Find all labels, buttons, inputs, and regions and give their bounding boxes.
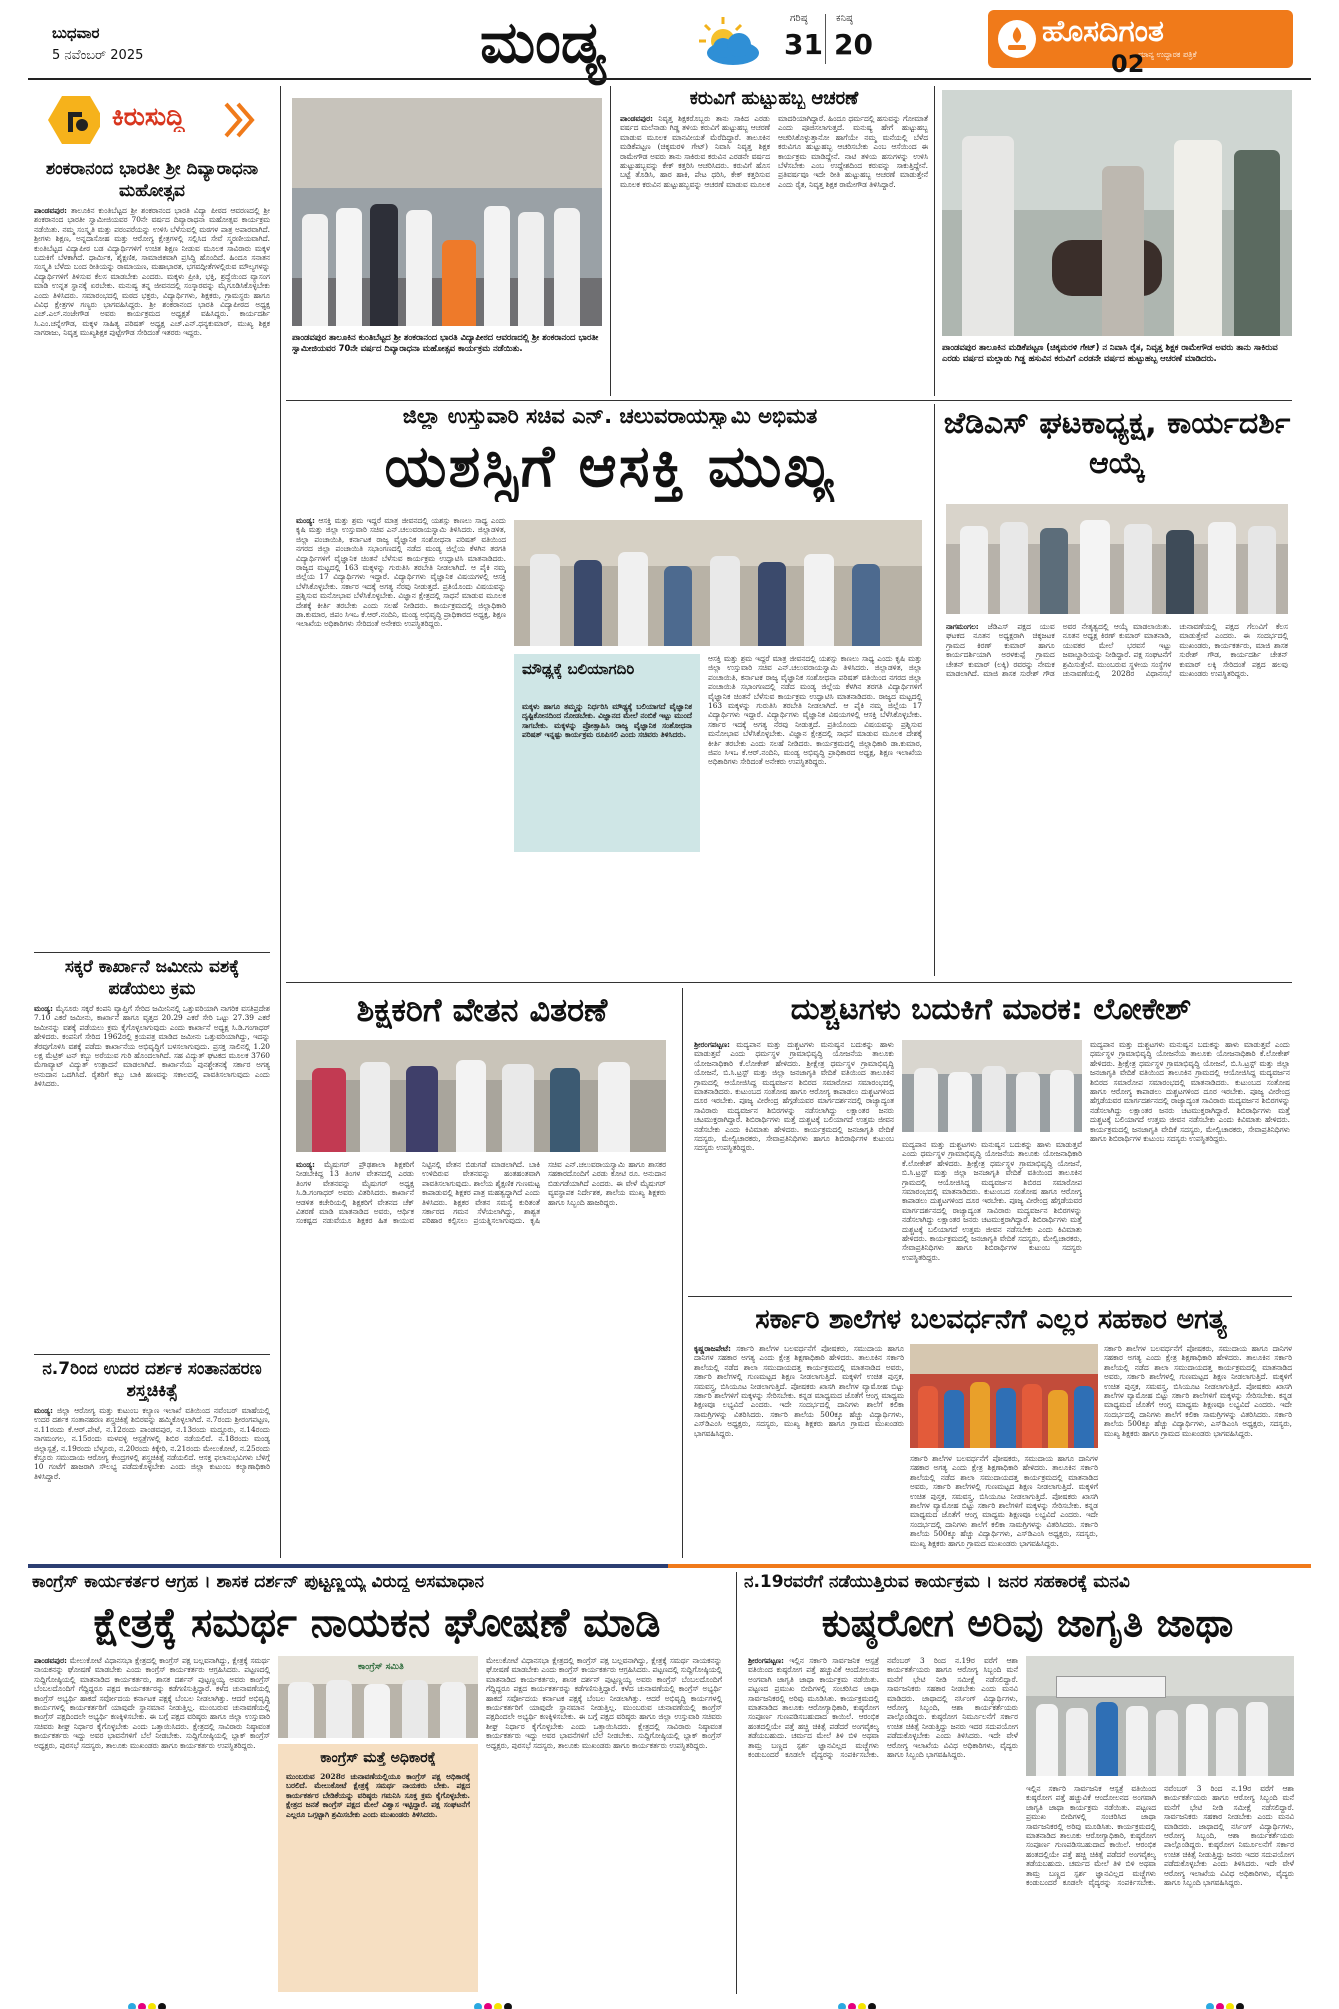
teacher-salary-photo — [296, 1040, 666, 1152]
congress-body-col3: ಮೇಲುಕೋಟೆ ವಿಧಾನಸಭಾ ಕ್ಷೇತ್ರದಲ್ಲಿ ಕಾಂಗ್ರೆಸ್ ಪಕ್ಷ ಬಲ್ಲವನಾಗಿದ್ದು, ಕ್ಷೇತ್ರಕ್ಕೆ ಸಮರ್ಥ ನಾಯಕನನ್ನು ಘೋಷಣೆ ಮಾಡಬೇಕು ಎಂದು ಕಾಂಗ್ರೆಸ್ ಕಾರ್ಯಕರ್ತರು ಆಗ್ರಹಿಸಿದರು. ಪಟ್ಟಣದಲ್ಲಿ ಸುದ್ದಿಗೋಷ್ಠಿಯಲ್ಲಿ ಮಾತನಾಡಿದ ಕಾರ್ಯಕರ್ತರು, ಶಾಸಕ ದರ್ಶನ್ ಪುಟ್ಟಣ್ಣಯ್ಯ ಅವರು ಕಾಂಗ್ರೆಸ್ ಬೆಂಬಲದೊಂದಿಗೆ ಗೆದ್ದಿದ್ದರೂ ಪಕ್ಷದ ಕಾರ್ಯಕರ್ತರನ್ನು ಕಡೆಗಣಿಸುತ್ತಿದ್ದಾರೆ. ಕಳೆದ ಚುನಾವಣೆಯಲ್ಲಿ ಕಾಂಗ್ರೆಸ್ ಅಭ್ಯರ್ಥಿ ಹಾಕದೆ ಸರ್ವೋದಯ ಕರ್ನಾಟಕ ಪಕ್ಷಕ್ಕೆ ಬೆಂಬಲ ನೀಡಲಾಗಿತ್ತು. ಆದರೆ ಅಭಿವೃದ್ಧಿ ಕಾರ್ಯಗಳಲ್ಲಿ ಕಾರ್ಯಕರ್ತರಿಗೆ ಯಾವುದೇ ಸ್ಥಾನಮಾನ ನೀಡುತ್ತಿಲ್ಲ. ಮುಂಬರುವ ಚುನಾವಣೆಯಲ್ಲಿ ಕಾಂಗ್ರೆಸ್ ಪಕ್ಷದಿಂದಲೇ ಅಭ್ಯರ್ಥಿ ಕಣಕ್ಕಿಳಿಸಬೇಕು. ಈ ಬಗ್ಗೆ ಪಕ್ಷದ ವರಿಷ್ಠರು ಹಾಗೂ ಜಿಲ್ಲಾ ಉಸ್ತುವಾರಿ ಸಚಿವರು ಶೀಘ್ರ ನಿರ್ಧಾರ ಕೈಗೊಳ್ಳಬೇಕು ಎಂದು ಒತ್ತಾಯಿಸಿದರು. ಕ್ಷೇತ್ರದಲ್ಲಿ ಸಾವಿರಾರು ನಿಷ್ಠಾವಂತ ಕಾರ್ಯಕರ್ತರು ಇದ್ದು ಅವರ ಭಾವನೆಗಳಿಗೆ ಬೆಲೆ ನೀಡಬೇಕು. ಸುದ್ದಿಗೋಷ್ಠಿಯಲ್ಲಿ ಬ್ಲಾಕ್ ಕಾಂಗ್ರೆಸ್ ಅಧ್ಯಕ್ಷರು, ಪುರಸಭೆ ಸದಸ್ಯರು, ತಾಲೂಕು ಮುಖಂಡರು ಹಾಗೂ ಕಾರ್ಯಕರ್ತರು ಉಪಸ್ಥಿತರಿದ್ದರು. — [486, 1656, 722, 1750]
kushta-headline: ಕುಷ್ಠರೋಗ ಅರಿವು ಜಾಗೃತಿ ಜಾಥಾ — [821, 1601, 1234, 1645]
print-registration-marks — [128, 1996, 168, 2006]
print-registration-marks — [474, 1996, 514, 2006]
kushta-body-col1 — [748, 1656, 1018, 1992]
kiru-story3-dateline: ಮಂಡ್ಯ: — [34, 1406, 53, 1415]
kushta-kicker: ನ.19ರವರೆಗೆ ನಡೆಯುತ್ತಿರುವ ಕಾರ್ಯಕ್ರಮ । ಜನರ ಸಹಕಾರಕ್ಕೆ ಮನವಿ — [744, 1572, 1130, 1592]
kiru-story2-dateline: ಮಂಡ್ಯ: — [34, 1004, 53, 1013]
lokesh-body-col1 — [694, 1040, 894, 1290]
yashassu-body-col3: ಆಸಕ್ತಿ ಮತ್ತು ಶ್ರಮ ಇದ್ದರೆ ಮಾತ್ರ ಜೀವನದಲ್ಲಿ ಯಶಸ್ಸು ಕಾಣಲು ಸಾಧ್ಯ ಎಂದು ಕೃಷಿ ಮತ್ತು ಜಿಲ್ಲಾ ಉಸ್ತುವಾರಿ ಸಚಿವ ಎನ್.ಚಲುವರಾಯಸ್ವಾಮಿ ತಿಳಿಸಿದರು. ಜಿಲ್ಲಾಡಳಿತ, ಜಿಲ್ಲಾ ಪಂಚಾಯಿತಿ, ಕರ್ನಾಟಕ ರಾಜ್ಯ ವೈಜ್ಞಾನಿಕ ಸಂಶೋಧನಾ ಪರಿಷತ್ ವತಿಯಿಂದ ನಗರದ ಜಿಲ್ಲಾ ಪಂಚಾಯಿತಿ ಸಭಾಂಗಣದಲ್ಲಿ ನಡೆದ ಮಂಡ್ಯ ಜಿಲ್ಲೆಯ ಕೆಳಗಿನ ತರಗತಿ ವಿದ್ಯಾರ್ಥಿಗಳಿಗೆ ವೈಜ್ಞಾನಿಕ ಚಿಂತನೆ ಬೆಳೆಸುವ ಕಾರ್ಯಕ್ರಮ ಉದ್ಘಾಟಿಸಿ ಮಾತನಾಡಿದರು. ರಾಜ್ಯದ ಮಟ್ಟದಲ್ಲಿ 163 ಮಕ್ಕಳನ್ನು ಗುರುತಿಸಿ ತರಬೇತಿ ನೀಡಲಾಗಿದೆ. ಆ ಪೈಕಿ ನಮ್ಮ ಜಿಲ್ಲೆಯ 17 ವಿದ್ಯಾರ್ಥಿಗಳು ಇದ್ದಾರೆ. ವಿದ್ಯಾರ್ಥಿಗಳು ವೈಜ್ಞಾನಿಕ ವಿಷಯಗಳಲ್ಲಿ ಆಸಕ್ತಿ ಬೆಳೆಸಿಕೊಳ್ಳಬೇಕು. ಸರ್ಕಾರ ಇದಕ್ಕೆ ಅಗತ್ಯ ನೆರವು ನೀಡುತ್ತದೆ. ಪ್ರತಿಯೊಂದು ವಿಷಯವನ್ನು ಪ್ರಶ್ನಿಸುವ ಮನೋಭಾವ ಬೆಳೆಸಿಕೊಳ್ಳಬೇಕು. ವಿಜ್ಞಾನ ಕ್ಷೇತ್ರದಲ್ಲಿ ಸಾಧನೆ ಮಾಡುವ ಮೂಲಕ ದೇಶಕ್ಕೆ ಕೀರ್ತಿ ತರಬೇಕು ಎಂದು ಸಲಹೆ ನೀಡಿದರು. ಕಾರ್ಯಕ್ರಮದಲ್ಲಿ ಜಿಲ್ಲಾಧಿಕಾರಿ ಡಾ.ಕುಮಾರ, ಜಿಪಂ ಸಿಇಒ ಕೆ.ಆರ್.ನಂದಿನಿ, ಮಂಡ್ಯ ಅಭಿವೃದ್ಧಿ ಪ್ರಾಧಿಕಾರದ ಅಧ್ಯಕ್ಷ, ಶಿಕ್ಷಣ ಇಲಾಖೆಯ ಅಧಿಕಾರಿಗಳು ಸೇರಿದಂತೆ ಅನೇಕರು ಉಪಸ್ಥಿತರಿದ್ದರು. — [708, 654, 922, 767]
congress-headline: ಕ್ಷೇತ್ರಕ್ಕೆ ಸಮರ್ಥ ನಾಯಕನ ಘೋಷಣೆ ಮಾಡಿ — [93, 1600, 661, 1646]
karu-text: ನಿವೃತ್ತ ಶಿಕ್ಷಕರೊಬ್ಬರು ತಾನು ಸಾಕಿದ ಎರಡು ವರ್ಷದ ಮಲೆನಾಡು ಗಿಡ್ಡ ತಳಿಯ ಕರುವಿಗೆ ಹುಟ್ಟುಹಬ್ಬ ಆಚರಣೆ ಮಾಡುವ ಮೂಲಕ ಮಾನವೀಯತೆ ಮೆರೆದಿದ್ದಾರೆ. ತಾಲೂಕಿನ ಮಡಿಕೆಪಟ್ಟಣ (ಚಿಕ್ಕಮರಳಿ ಗೇಟ್) ನಿವಾಸಿ ನಿವೃತ್ತ ಶಿಕ್ಷಕ ರಾಮೇಗೌಡ ಅವರು ತಾನು ಸಾಕಿರುವ ಕರುವಿನ ಎರಡನೇ ವರ್ಷದ ಹುಟ್ಟುಹಬ್ಬವನ್ನು ಕೇಕ್ ಕತ್ತರಿಸಿ ಆಚರಿಸಿದರು. ಕರುವಿಗೆ ಹೊಸ ಬಟ್ಟೆ ತೊಡಿಸಿ, ಹಾರ ಹಾಕಿ, ಪೇಟ ಧರಿಸಿ, ಕೇಕ್ ಕತ್ತರಿಸುವ ಮೂಲಕ ಕರುವಿನ ಹುಟ್ಟುಹಬ್ಬವನ್ನು ಆಚರಣೆ ಮಾಡುವ ಮೂಲಕ ಮಾದರಿಯಾಗಿದ್ದಾರೆ. ಹಿಂದೂ ಧರ್ಮದಲ್ಲಿ ಹಸುವನ್ನು ಗೋಮಾತೆ ಎಂದು ಪೂಜಿಸಲಾಗುತ್ತದೆ. ಮನುಷ್ಯ ಹೇಗೆ ಹುಟ್ಟುಹಬ್ಬ ಆಚರಿಸಿಕೊಳ್ಳುತ್ತಾನೋ ಹಾಗೆಯೇ ನಮ್ಮ ಮನೆಯಲ್ಲಿ ಬೆಳೆದ ಕರುವಿಗೂ ಹುಟ್ಟುಹಬ್ಬ ಆಚರಿಸಬೇಕು ಎಂಬ ಆಸೆಯಿಂದ ಈ ಕಾರ್ಯಕ್ರಮ ಮಾಡಿದ್ದೇನೆ. ನಾಟಿ ತಳಿಯ ಹಸುಗಳನ್ನು ಉಳಿಸಿ ಬೆಳೆಸಬೇಕು ಎಂಬ ಉದ್ದೇಶದಿಂದ ಕರುವನ್ನು ಸಾಕುತ್ತಿದ್ದೇನೆ. ಪ್ರತಿವರ್ಷವೂ ಇದೇ ರೀತಿ ಹುಟ್ಟುಹಬ್ಬ ಆಚರಣೆ ಮಾಡುತ್ತೇನೆ ಎಂದು ರೈತ, ನಿವೃತ್ತ ಶಿಕ್ಷಕ ರಾಮೇಗೌಡ ತಿಳಿಸಿದ್ದಾರೆ. — [620, 114, 928, 189]
congress-highlight-box — [278, 1744, 478, 1992]
jds-group-photo — [946, 504, 1288, 614]
lokesh-body-col3: ಮದ್ಯಪಾನ ಮತ್ತು ದುಶ್ಚಟಗಳು ಮನುಷ್ಯನ ಬದುಕನ್ನು ಹಾಳು ಮಾಡುತ್ತವೆ ಎಂದು ಧರ್ಮಸ್ಥಳ ಗ್ರಾಮಾಭಿವೃದ್ಧಿ ಯೋಜನೆಯ ತಾಲೂಕು ಯೋಜನಾಧಿಕಾರಿ ಕೆ.ಲೋಕೇಶ್ ಹೇಳಿದರು. ಶ್ರೀಕ್ಷೇತ್ರ ಧರ್ಮಸ್ಥಳ ಗ್ರಾಮಾಭಿವೃದ್ಧಿ ಯೋಜನೆ, ಬಿ.ಸಿ.ಟ್ರಸ್ಟ್ ಮತ್ತು ಜಿಲ್ಲಾ ಜನಜಾಗೃತಿ ವೇದಿಕೆ ವತಿಯಿಂದ ತಾಲೂಕಿನ ಗ್ರಾಮದಲ್ಲಿ ಆಯೋಜಿಸಿದ್ದ ಮದ್ಯವರ್ಜನ ಶಿಬಿರದ ಸಮಾರೋಪ ಸಮಾರಂಭದಲ್ಲಿ ಮಾತನಾಡಿದರು. ಕುಟುಂಬದ ಸಂತೋಷ ಹಾಗೂ ಆರೋಗ್ಯ ಕಾಪಾಡಲು ದುಶ್ಚಟಗಳಿಂದ ದೂರ ಇರಬೇಕು. ಪೂಜ್ಯ ವೀರೇಂದ್ರ ಹೆಗ್ಗಡೆಯವರ ಮಾರ್ಗದರ್ಶನದಲ್ಲಿ ರಾಜ್ಯಾದ್ಯಂತ ಸಾವಿರಾರು ಮದ್ಯವರ್ಜನ ಶಿಬಿರಗಳನ್ನು ನಡೆಸಲಾಗಿದ್ದು ಲಕ್ಷಾಂತರ ಜನರು ಚಟಮುಕ್ತರಾಗಿದ್ದಾರೆ. ಶಿಬಿರಾರ್ಥಿಗಳು ಮತ್ತೆ ದುಶ್ಚಟಕ್ಕೆ ಬಲಿಯಾಗದೆ ಉತ್ತಮ ಜೀವನ ನಡೆಸಬೇಕು ಎಂದು ಕಿವಿಮಾತು ಹೇಳಿದರು. ಕಾರ್ಯಕ್ರಮದಲ್ಲಿ ಜನಜಾಗೃತಿ ವೇದಿಕೆ ಸದಸ್ಯರು, ಮೇಲ್ವಿಚಾರಕರು, ಸೇವಾಪ್ರತಿನಿಧಿಗಳು ಹಾಗೂ ಶಿಬಿರಾರ್ಥಿಗಳ ಕುಟುಂಬ ಸದಸ್ಯರು ಉಪಸ್ಥಿತರಿದ್ದರು. — [1090, 1040, 1290, 1144]
yashassu-dateline: ಮಂಡ್ಯ: — [296, 516, 315, 525]
shaale-headline: ಸರ್ಕಾರಿ ಶಾಲೆಗಳ ಬಲವರ್ಧನೆಗೆ ಎಲ್ಲರ ಸಹಕಾರ ಅಗತ್ಯ — [755, 1304, 1227, 1335]
science-program-photo — [514, 520, 922, 646]
max-temp-value: 31 — [784, 28, 823, 61]
page-number: 02 — [1111, 50, 1145, 78]
kiru-story3-headline: ನ.7ರಿಂದ ಉದರ ದರ್ಶಕ ಸಂತಾನಹರಣ ಶಸ್ತ್ರಚಿಕಿತ್ಸೆ — [42, 1359, 262, 1401]
print-registration-marks — [838, 1996, 878, 2006]
calf-birthday-photo — [942, 90, 1292, 336]
calf-photo-caption: ಪಾಂಡವಪುರ ತಾಲೂಕಿನ ಮಡಿಕೆಪಟ್ಟಣ (ಚಿಕ್ಕಮರಳಿ ಗೇಟ್) ನ ನಿವಾಸಿ ರೈತ, ನಿವೃತ್ತ ಶಿಕ್ಷಕ ರಾಮೇಗೌಡ ಅವರು ತಾನು ಸಾಕಿರುವ ಎರಡು ವರ್ಷದ ಮಲ್ಲಾಡು ಗಿಡ್ಡ ಹಸುವಿನ ಕರುವಿಗೆ ಎರಡನೇ ವರ್ಷದ ಹುಟ್ಟುಹಬ್ಬ ಆಚರಣೆ ಮಾಡಿದರು. — [942, 342, 1278, 363]
min-temp-value: 20 — [834, 28, 873, 61]
kiru-story2-headline: ಸಕ್ಕರೆ ಕಾರ್ಖಾನೆ ಜಮೀನು ವಶಕ್ಕೆ ಪಡೆಯಲು ಕ್ರಮ — [64, 957, 240, 999]
shaale-body-col1 — [694, 1344, 904, 1556]
yashassu-text: ಆಸಕ್ತಿ ಮತ್ತು ಶ್ರಮ ಇದ್ದರೆ ಮಾತ್ರ ಜೀವನದಲ್ಲಿ ಯಶಸ್ಸು ಕಾಣಲು ಸಾಧ್ಯ ಎಂದು ಕೃಷಿ ಮತ್ತು ಜಿಲ್ಲಾ ಉಸ್ತುವಾರಿ ಸಚಿವ ಎನ್.ಚಲುವರಾಯಸ್ವಾಮಿ ತಿಳಿಸಿದರು. ಜಿಲ್ಲಾಡಳಿತ, ಜಿಲ್ಲಾ ಪಂಚಾಯಿತಿ, ಕರ್ನಾಟಕ ರಾಜ್ಯ ವೈಜ್ಞಾನಿಕ ಸಂಶೋಧನಾ ಪರಿಷತ್ ವತಿಯಿಂದ ನಗರದ ಜಿಲ್ಲಾ ಪಂಚಾಯಿತಿ ಸಭಾಂಗಣದಲ್ಲಿ ನಡೆದ ಮಂಡ್ಯ ಜಿಲ್ಲೆಯ ಕೆಳಗಿನ ತರಗತಿ ವಿದ್ಯಾರ್ಥಿಗಳಿಗೆ ವೈಜ್ಞಾನಿಕ ಚಿಂತನೆ ಬೆಳೆಸುವ ಕಾರ್ಯಕ್ರಮ ಉದ್ಘಾಟಿಸಿ ಮಾತನಾಡಿದರು. ರಾಜ್ಯದ ಮಟ್ಟದಲ್ಲಿ 163 ಮಕ್ಕಳನ್ನು ಗುರುತಿಸಿ ತರಬೇತಿ ನೀಡಲಾಗಿದೆ. ಆ ಪೈಕಿ ನಮ್ಮ ಜಿಲ್ಲೆಯ 17 ವಿದ್ಯಾರ್ಥಿಗಳು ಇದ್ದಾರೆ. ವಿದ್ಯಾರ್ಥಿಗಳು ವೈಜ್ಞಾನಿಕ ವಿಷಯಗಳಲ್ಲಿ ಆಸಕ್ತಿ ಬೆಳೆಸಿಕೊಳ್ಳಬೇಕು. ಸರ್ಕಾರ ಇದಕ್ಕೆ ಅಗತ್ಯ ನೆರವು ನೀಡುತ್ತದೆ. ಪ್ರತಿಯೊಂದು ವಿಷಯವನ್ನು ಪ್ರಶ್ನಿಸುವ ಮನೋಭಾವ ಬೆಳೆಸಿಕೊಳ್ಳಬೇಕು. ವಿಜ್ಞಾನ ಕ್ಷೇತ್ರದಲ್ಲಿ ಸಾಧನೆ ಮಾಡುವ ಮೂಲಕ ದೇಶಕ್ಕೆ ಕೀರ್ತಿ ತರಬೇಕು ಎಂದು ಸಲಹೆ ನೀಡಿದರು. ಕಾರ್ಯಕ್ರಮದಲ್ಲಿ ಜಿಲ್ಲಾಧಿಕಾರಿ ಡಾ.ಕುಮಾರ, ಜಿಪಂ ಸಿಇಒ ಕೆ.ಆರ್.ನಂದಿನಿ, ಮಂಡ್ಯ ಅಭಿವೃದ್ಧಿ ಪ್ರಾಧಿಕಾರದ ಅಧ್ಯಕ್ಷ, ಶಿಕ್ಷಣ ಇಲಾಖೆಯ ಅಧಿಕಾರಿಗಳು ಸೇರಿದಂತೆ ಅನೇಕರು ಉಪಸ್ಥಿತರಿದ್ದರು. — [296, 516, 506, 629]
jds-dateline: ನಾಗಮಂಗಲ: — [946, 622, 979, 631]
masthead-date: 5 ನವೆಂಬರ್ 2025 — [52, 48, 144, 63]
congress-text: ಮೇಲುಕೋಟೆ ವಿಧಾನಸಭಾ ಕ್ಷೇತ್ರದಲ್ಲಿ ಕಾಂಗ್ರೆಸ್ ಪಕ್ಷ ಬಲ್ಲವನಾಗಿದ್ದು, ಕ್ಷೇತ್ರಕ್ಕೆ ಸಮರ್ಥ ನಾಯಕನನ್ನು ಘೋಷಣೆ ಮಾಡಬೇಕು ಎಂದು ಕಾಂಗ್ರೆಸ್ ಕಾರ್ಯಕರ್ತರು ಆಗ್ರಹಿಸಿದರು. ಪಟ್ಟಣದಲ್ಲಿ ಸುದ್ದಿಗೋಷ್ಠಿಯಲ್ಲಿ ಮಾತನಾಡಿದ ಕಾರ್ಯಕರ್ತರು, ಶಾಸಕ ದರ್ಶನ್ ಪುಟ್ಟಣ್ಣಯ್ಯ ಅವರು ಕಾಂಗ್ರೆಸ್ ಬೆಂಬಲದೊಂದಿಗೆ ಗೆದ್ದಿದ್ದರೂ ಪಕ್ಷದ ಕಾರ್ಯಕರ್ತರನ್ನು ಕಡೆಗಣಿಸುತ್ತಿದ್ದಾರೆ. ಕಳೆದ ಚುನಾವಣೆಯಲ್ಲಿ ಕಾಂಗ್ರೆಸ್ ಅಭ್ಯರ್ಥಿ ಹಾಕದೆ ಸರ್ವೋದಯ ಕರ್ನಾಟಕ ಪಕ್ಷಕ್ಕೆ ಬೆಂಬಲ ನೀಡಲಾಗಿತ್ತು. ಆದರೆ ಅಭಿವೃದ್ಧಿ ಕಾರ್ಯಗಳಲ್ಲಿ ಕಾರ್ಯಕರ್ತರಿಗೆ ಯಾವುದೇ ಸ್ಥಾನಮಾನ ನೀಡುತ್ತಿಲ್ಲ. ಮುಂಬರುವ ಚುನಾವಣೆಯಲ್ಲಿ ಕಾಂಗ್ರೆಸ್ ಪಕ್ಷದಿಂದಲೇ ಅಭ್ಯರ್ಥಿ ಕಣಕ್ಕಿಳಿಸಬೇಕು. ಈ ಬಗ್ಗೆ ಪಕ್ಷದ ವರಿಷ್ಠರು ಹಾಗೂ ಜಿಲ್ಲಾ ಉಸ್ತುವಾರಿ ಸಚಿವರು ಶೀಘ್ರ ನಿರ್ಧಾರ ಕೈಗೊಳ್ಳಬೇಕು ಎಂದು ಒತ್ತಾಯಿಸಿದರು. ಕ್ಷೇತ್ರದಲ್ಲಿ ಸಾವಿರಾರು ನಿಷ್ಠಾವಂತ ಕಾರ್ಯಕರ್ತರು ಇದ್ದು ಅವರ ಭಾವನೆಗಳಿಗೆ ಬೆಲೆ ನೀಡಬೇಕು. ಸುದ್ದಿಗೋಷ್ಠಿಯಲ್ಲಿ ಬ್ಲಾಕ್ ಕಾಂಗ್ರೆಸ್ ಅಧ್ಯಕ್ಷರು, ಪುರಸಭೆ ಸದಸ್ಯರು, ತಾಲೂಕು ಮುಖಂಡರು ಹಾಗೂ ಕಾರ್ಯಕರ್ತರು ಉಪಸ್ಥಿತರಿದ್ದರು. — [34, 1656, 270, 1750]
kiru-story3-body — [34, 1406, 270, 1556]
kunti-event-photo — [292, 98, 602, 326]
jds-headline: ಜೆಡಿಎಸ್ ಘಟಕಾಧ್ಯಕ್ಷ, ಕಾರ್ಯದರ್ಶಿ ಆಯ್ಕೆ — [943, 406, 1291, 481]
vetana-headline: ಶಿಕ್ಷಕರಿಗೆ ವೇತನ ವಿತರಣೆ — [356, 991, 608, 1029]
kiru-story1-dateline: ಪಾಂಡವಪುರ: — [34, 206, 67, 215]
kiru-story2-body — [34, 1004, 270, 1350]
awareness-rally-photo — [1026, 1656, 1294, 1776]
kiru-suddi-label: ಕಿರುಸುದ್ದಿ — [112, 102, 185, 131]
min-temp-label: ಕನಿಷ್ಠ — [836, 13, 853, 24]
kushta-text: ಇಲ್ಲಿನ ಸರ್ಕಾರಿ ಸಾರ್ವಜನಿಕ ಆಸ್ಪತ್ರೆ ವತಿಯಿಂದ ಕುಷ್ಠರೋಗ ಪತ್ತೆ ಹಚ್ಚುವಿಕೆ ಆಂದೋಲನದ ಅಂಗವಾಗಿ ಜಾಗೃತಿ ಜಾಥಾ ಕಾರ್ಯಕ್ರಮ ನಡೆಯಿತು. ಪಟ್ಟಣದ ಪ್ರಮುಖ ಬೀದಿಗಳಲ್ಲಿ ಸಂಚರಿಸಿದ ಜಾಥಾ ಸಾರ್ವಜನಿಕರಲ್ಲಿ ಅರಿವು ಮೂಡಿಸಿತು. ಕಾರ್ಯಕ್ರಮದಲ್ಲಿ ಮಾತನಾಡಿದ ತಾಲೂಕು ಆರೋಗ್ಯಾಧಿಕಾರಿ, ಕುಷ್ಠರೋಗ ಸಂಪೂರ್ಣ ಗುಣಪಡಿಸಬಹುದಾದ ಕಾಯಿಲೆ. ಆರಂಭಿಕ ಹಂತದಲ್ಲಿಯೇ ಪತ್ತೆ ಹಚ್ಚಿ ಚಿಕಿತ್ಸೆ ಪಡೆದರೆ ಅಂಗವೈಕಲ್ಯ ತಡೆಯಬಹುದು. ಚರ್ಮದ ಮೇಲೆ ತಿಳಿ ಬಿಳಿ ಅಥವಾ ತಾಮ್ರ ಬಣ್ಣದ ಸ್ಪರ್ಶ ಜ್ಞಾನವಿಲ್ಲದ ಮಚ್ಚೆಗಳು ಕಂಡುಬಂದರೆ ಕೂಡಲೇ ವೈದ್ಯರನ್ನು ಸಂಪರ್ಕಿಸಬೇಕು. ನವೆಂಬರ್ 3 ರಿಂದ ನ.19ರ ವರೆಗೆ ಆಶಾ ಕಾರ್ಯಕರ್ತೆಯರು ಹಾಗೂ ಆರೋಗ್ಯ ಸಿಬ್ಬಂದಿ ಮನೆ ಮನೆಗೆ ಭೇಟಿ ನೀಡಿ ಸಮೀಕ್ಷೆ ನಡೆಸಲಿದ್ದಾರೆ. ಸಾರ್ವಜನಿಕರು ಸಹಕಾರ ನೀಡಬೇಕು ಎಂದು ಮನವಿ ಮಾಡಿದರು. ಜಾಥಾದಲ್ಲಿ ನರ್ಸಿಂಗ್ ವಿದ್ಯಾರ್ಥಿಗಳು, ಆರೋಗ್ಯ ಸಿಬ್ಬಂದಿ, ಆಶಾ ಕಾರ್ಯಕರ್ತೆಯರು ಪಾಲ್ಗೊಂಡಿದ್ದರು. ಕುಷ್ಠರೋಗ ನಿರ್ಮೂಲನೆಗೆ ಸರ್ಕಾರ ಉಚಿತ ಚಿಕಿತ್ಸೆ ನೀಡುತ್ತಿದ್ದು ಜನರು ಇದರ ಸದುಪಯೋಗ ಪಡೆದುಕೊಳ್ಳಬೇಕು ಎಂದು ತಿಳಿಸಿದರು. ಇದೇ ವೇಳೆ ಆರೋಗ್ಯ ಇಲಾಖೆಯ ವಿವಿಧ ಅಧಿಕಾರಿಗಳು, ವೈದ್ಯರು ಹಾಗೂ ಸಿಬ್ಬಂದಿ ಭಾಗವಹಿಸಿದ್ದರು. — [748, 1656, 1018, 1760]
pullout-box — [514, 654, 700, 852]
vetana-dateline: ಮಂಡ್ಯ: — [296, 1160, 315, 1169]
kushta-dateline: ಶ್ರೀರಂಗಪಟ್ಟಣ: — [748, 1656, 784, 1665]
kiru-suddi-column — [28, 86, 274, 1558]
lamp-icon — [998, 20, 1036, 58]
max-temp-label: ಗರಿಷ್ಠ — [790, 13, 808, 24]
pullout-headline: ಮೌಢ್ಯಕ್ಕೆ ಬಲಿಯಾಗದಿರಿ — [522, 660, 635, 678]
congress-press-photo — [278, 1656, 478, 1738]
congress-dateline: ಪಾಂಡವಪುರ: — [34, 1656, 67, 1665]
brand-name: ಹೊಸದಿಗಂತ — [1042, 14, 1164, 49]
congress-body-col1 — [34, 1656, 270, 1992]
lokesh-text: ಮದ್ಯಪಾನ ಮತ್ತು ದುಶ್ಚಟಗಳು ಮನುಷ್ಯನ ಬದುಕನ್ನು ಹಾಳು ಮಾಡುತ್ತವೆ ಎಂದು ಧರ್ಮಸ್ಥಳ ಗ್ರಾಮಾಭಿವೃದ್ಧಿ ಯೋಜನೆಯ ತಾಲೂಕು ಯೋಜನಾಧಿಕಾರಿ ಕೆ.ಲೋಕೇಶ್ ಹೇಳಿದರು. ಶ್ರೀಕ್ಷೇತ್ರ ಧರ್ಮಸ್ಥಳ ಗ್ರಾಮಾಭಿವೃದ್ಧಿ ಯೋಜನೆ, ಬಿ.ಸಿ.ಟ್ರಸ್ಟ್ ಮತ್ತು ಜಿಲ್ಲಾ ಜನಜಾಗೃತಿ ವೇದಿಕೆ ವತಿಯಿಂದ ತಾಲೂಕಿನ ಗ್ರಾಮದಲ್ಲಿ ಆಯೋಜಿಸಿದ್ದ ಮದ್ಯವರ್ಜನ ಶಿಬಿರದ ಸಮಾರೋಪ ಸಮಾರಂಭದಲ್ಲಿ ಮಾತನಾಡಿದರು. ಕುಟುಂಬದ ಸಂತೋಷ ಹಾಗೂ ಆರೋಗ್ಯ ಕಾಪಾಡಲು ದುಶ್ಚಟಗಳಿಂದ ದೂರ ಇರಬೇಕು. ಪೂಜ್ಯ ವೀರೇಂದ್ರ ಹೆಗ್ಗಡೆಯವರ ಮಾರ್ಗದರ್ಶನದಲ್ಲಿ ರಾಜ್ಯಾದ್ಯಂತ ಸಾವಿರಾರು ಮದ್ಯವರ್ಜನ ಶಿಬಿರಗಳನ್ನು ನಡೆಸಲಾಗಿದ್ದು ಲಕ್ಷಾಂತರ ಜನರು ಚಟಮುಕ್ತರಾಗಿದ್ದಾರೆ. ಶಿಬಿರಾರ್ಥಿಗಳು ಮತ್ತೆ ದುಶ್ಚಟಕ್ಕೆ ಬಲಿಯಾಗದೆ ಉತ್ತಮ ಜೀವನ ನಡೆಸಬೇಕು ಎಂದು ಕಿವಿಮಾತು ಹೇಳಿದರು. ಕಾರ್ಯಕ್ರಮದಲ್ಲಿ ಜನಜಾಗೃತಿ ವೇದಿಕೆ ಸದಸ್ಯರು, ಮೇಲ್ವಿಚಾರಕರು, ಸೇವಾಪ್ರತಿನಿಧಿಗಳು ಹಾಗೂ ಶಿಬಿರಾರ್ಥಿಗಳ ಕುಟುಂಬ ಸದಸ್ಯರು ಉಪಸ್ಥಿತರಿದ್ದರು. — [694, 1040, 894, 1153]
weather-sun-cloud-icon — [693, 15, 765, 67]
kiru-story1-headline: ಶಂಕರಾನಂದ ಭಾರತೀ ಶ್ರೀ ದಿವ್ಯಾರಾಧನಾ ಮಹೋತ್ಸವ — [45, 159, 259, 201]
jds-text: ಜೆಡಿಎಸ್ ಪಕ್ಷದ ಯುವ ಘಟಕದ ನೂತನ ಅಧ್ಯಕ್ಷರಾಗಿ ಚಿಕ್ಕಜಟಕ ಗ್ರಾಮದ ಕಿರಣ್ ಕುಮಾರ್ ಹಾಗೂ ಕಾರ್ಯದರ್ಶಿಯಾಗಿ ಅರಳಕುಪ್ಪೆ ಗ್ರಾಮದ ಚೇತನ್ ಕುಮಾರ್ (ಲಕ್ಕಿ) ರವರನ್ನು ನೇಮಕ ಮಾಡಲಾಗಿದೆ. ಮಾಜಿ ಶಾಸಕ ಸುರೇಶ್ ಗೌಡ ಅವರ ನೇತೃತ್ವದಲ್ಲಿ ಆಯ್ಕೆ ಮಾಡಲಾಯಿತು. ನೂತನ ಅಧ್ಯಕ್ಷ ಕಿರಣ್ ಕುಮಾರ್ ಮಾತನಾಡಿ, ಯುವಕರ ಮೇಲೆ ಭರವಸೆ ಇಟ್ಟು ಜವಾಬ್ದಾರಿಯನ್ನು ನೀಡಿದ್ದಾರೆ. ಪಕ್ಷ ಸಂಘಟನೆಗೆ ಶ್ರಮಿಸುತ್ತೇನೆ. ಮುಂಬರುವ ಸ್ಥಳೀಯ ಸಂಸ್ಥೆಗಳ ಚುನಾವಣೆಯಲ್ಲಿ 2028ರ ವಿಧಾನಸಭೆ ಚುನಾವಣೆಯಲ್ಲಿ ಪಕ್ಷದ ಗೆಲುವಿಗೆ ಕೆಲಸ ಮಾಡುತ್ತೇವೆ ಎಂದರು. ಈ ಸಂದರ್ಭದಲ್ಲಿ ಮುಖಂಡರು, ಕಾರ್ಯಕರ್ತರು, ಮಾಜಿ ಶಾಸಕ ಸುರೇಶ್ ಗೌಡ, ಕಾರ್ಯದರ್ಶಿ ಚೇತನ್ ಕುಮಾರ್ ಲಕ್ಕಿ ಸೇರಿದಂತೆ ಪಕ್ಷದ ಹಲವು ಮುಖಂಡರು ಉಪಸ್ಥಿತರಿದ್ದರು. — [946, 622, 1288, 679]
vetana-body — [296, 1160, 666, 1556]
kushta-body-col3: ಇಲ್ಲಿನ ಸರ್ಕಾರಿ ಸಾರ್ವಜನಿಕ ಆಸ್ಪತ್ರೆ ವತಿಯಿಂದ ಕುಷ್ಠರೋಗ ಪತ್ತೆ ಹಚ್ಚುವಿಕೆ ಆಂದೋಲನದ ಅಂಗವಾಗಿ ಜಾಗೃತಿ ಜಾಥಾ ಕಾರ್ಯಕ್ರಮ ನಡೆಯಿತು. ಪಟ್ಟಣದ ಪ್ರಮುಖ ಬೀದಿಗಳಲ್ಲಿ ಸಂಚರಿಸಿದ ಜಾಥಾ ಸಾರ್ವಜನಿಕರಲ್ಲಿ ಅರಿವು ಮೂಡಿಸಿತು. ಕಾರ್ಯಕ್ರಮದಲ್ಲಿ ಮಾತನಾಡಿದ ತಾಲೂಕು ಆರೋಗ್ಯಾಧಿಕಾರಿ, ಕುಷ್ಠರೋಗ ಸಂಪೂರ್ಣ ಗುಣಪಡಿಸಬಹುದಾದ ಕಾಯಿಲೆ. ಆರಂಭಿಕ ಹಂತದಲ್ಲಿಯೇ ಪತ್ತೆ ಹಚ್ಚಿ ಚಿಕಿತ್ಸೆ ಪಡೆದರೆ ಅಂಗವೈಕಲ್ಯ ತಡೆಯಬಹುದು. ಚರ್ಮದ ಮೇಲೆ ತಿಳಿ ಬಿಳಿ ಅಥವಾ ತಾಮ್ರ ಬಣ್ಣದ ಸ್ಪರ್ಶ ಜ್ಞಾನವಿಲ್ಲದ ಮಚ್ಚೆಗಳು ಕಂಡುಬಂದರೆ ಕೂಡಲೇ ವೈದ್ಯರನ್ನು ಸಂಪರ್ಕಿಸಬೇಕು. ನವೆಂಬರ್ 3 ರಿಂದ ನ.19ರ ವರೆಗೆ ಆಶಾ ಕಾರ್ಯಕರ್ತೆಯರು ಹಾಗೂ ಆರೋಗ್ಯ ಸಿಬ್ಬಂದಿ ಮನೆ ಮನೆಗೆ ಭೇಟಿ ನೀಡಿ ಸಮೀಕ್ಷೆ ನಡೆಸಲಿದ್ದಾರೆ. ಸಾರ್ವಜನಿಕರು ಸಹಕಾರ ನೀಡಬೇಕು ಎಂದು ಮನವಿ ಮಾಡಿದರು. ಜಾಥಾದಲ್ಲಿ ನರ್ಸಿಂಗ್ ವಿದ್ಯಾರ್ಥಿಗಳು, ಆರೋಗ್ಯ ಸಿಬ್ಬಂದಿ, ಆಶಾ ಕಾರ್ಯಕರ್ತೆಯರು ಪಾಲ್ಗೊಂಡಿದ್ದರು. ಕುಷ್ಠರೋಗ ನಿರ್ಮೂಲನೆಗೆ ಸರ್ಕಾರ ಉಚಿತ ಚಿಕಿತ್ಸೆ ನೀಡುತ್ತಿದ್ದು ಜನರು ಇದರ ಸದುಪಯೋಗ ಪಡೆದುಕೊಳ್ಳಬೇಕು ಎಂದು ತಿಳಿಸಿದರು. ಇದೇ ವೇಳೆ ಆರೋಗ್ಯ ಇಲಾಖೆಯ ವಿವಿಧ ಅಧಿಕಾರಿಗಳು, ವೈದ್ಯರು ಹಾಗೂ ಸಿಬ್ಬಂದಿ ಭಾಗವಹಿಸಿದ್ದರು. — [1026, 1784, 1294, 1888]
jds-body — [946, 622, 1288, 976]
vetana-text: ಮೈಷುಗರ್ ಪ್ರೌಢಶಾಲಾ ಶಿಕ್ಷಕರಿಗೆ ನೀಡಬೇಕಿದ್ದ 13 ತಿಂಗಳ ವೇತನದಲ್ಲಿ ಎರಡು ತಿಂಗಳ ವೇತನವನ್ನು ಮೈಷುಗರ್ ಅಧ್ಯಕ್ಷ ಸಿ.ಡಿ.ಗಂಗಾಧರ್ ಅವರು ವಿತರಿಸಿದರು. ಕಾರ್ಖಾನೆ ಆಡಳಿತ ಕಚೇರಿಯಲ್ಲಿ ಶಿಕ್ಷಕರಿಗೆ ವೇತನದ ಚೆಕ್ ವಿತರಣೆ ಮಾಡಿ ಮಾತನಾಡಿದ ಅವರು, ಆರ್ಥಿಕ ಸಂಕಷ್ಟದ ನಡುವೆಯೂ ಶಿಕ್ಷಕರ ಹಿತ ಕಾಯುವ ನಿಟ್ಟಿನಲ್ಲಿ ವೇತನ ಬಿಡುಗಡೆ ಮಾಡಲಾಗಿದೆ. ಬಾಕಿ ಉಳಿದಿರುವ ವೇತನವನ್ನು ಹಂತಹಂತವಾಗಿ ಪಾವತಿಸಲಾಗುವುದು. ಶಾಲೆಯ ಶೈಕ್ಷಣಿಕ ಗುಣಮಟ್ಟ ಕಾಪಾಡುವಲ್ಲಿ ಶಿಕ್ಷಕರ ಪಾತ್ರ ಮಹತ್ವದ್ದಾಗಿದೆ ಎಂದು ತಿಳಿಸಿದರು. ಶಿಕ್ಷಕರ ವೇತನ ಸಮಸ್ಯೆ ಕುರಿತಂತೆ ಸರ್ಕಾರದ ಗಮನ ಸೆಳೆಯಲಾಗಿದ್ದು, ಶಾಶ್ವತ ಪರಿಹಾರ ಕಲ್ಪಿಸಲು ಪ್ರಯತ್ನಿಸಲಾಗುವುದು. ಕೃಷಿ ಸಚಿವ ಎನ್.ಚಲುವರಾಯಸ್ವಾಮಿ ಹಾಗೂ ಶಾಸಕರ ಸಹಕಾರದೊಂದಿಗೆ ಎರಡು ಕೋಟಿ ರೂ. ಅನುದಾನ ಬಿಡುಗಡೆಯಾಗಿದೆ ಎಂದರು. ಈ ವೇಳೆ ಮೈಷುಗರ್ ವ್ಯವಸ್ಥಾಪಕ ನಿರ್ದೇಶಕ, ಶಾಲೆಯ ಮುಖ್ಯ ಶಿಕ್ಷಕರು ಹಾಗೂ ಸಿಬ್ಬಂದಿ ಹಾಜರಿದ್ದರು. — [296, 1160, 666, 1226]
deaddiction-camp-photo — [902, 1040, 1082, 1132]
pullout-body: ಮಕ್ಕಳು ಹಾಗೂ ತಮ್ಮನ್ನು ನಿರ್ಧರಿಸಿ ಮೌಢ್ಯಕ್ಕೆ ಬಲಿಯಾಗದೆ ವೈಜ್ಞಾನಿಕ ದೃಷ್ಟಿಕೋನದಿಂದ ನೋಡಬೇಕು. ವಿಜ್ಞಾನದ ಮೇಲೆ ನಂಬಿಕೆ ಇಟ್ಟು ಮುಂದೆ ಸಾಗಬೇಕು. ಮಕ್ಕಳನ್ನು ಪ್ರೋತ್ಸಾಹಿಸಿ ರಾಜ್ಯ ವೈಜ್ಞಾನಿಕ ಸಂಶೋಧನಾ ಪರಿಷತ್ ಇನ್ನಷ್ಟು ಕಾರ್ಯಕ್ರಮ ರೂಪಿಸಲಿ ಎಂದು ಸಚಿವರು ತಿಳಿಸಿದರು. — [522, 702, 692, 740]
kiru-story1-body — [34, 206, 270, 948]
shaale-body-col2: ಸರ್ಕಾರಿ ಶಾಲೆಗಳ ಬಲವರ್ಧನೆಗೆ ಪೋಷಕರು, ಸಮುದಾಯ ಹಾಗೂ ದಾನಿಗಳ ಸಹಕಾರ ಅಗತ್ಯ ಎಂದು ಕ್ಷೇತ್ರ ಶಿಕ್ಷಣಾಧಿಕಾರಿ ಹೇಳಿದರು. ತಾಲೂಕಿನ ಸರ್ಕಾರಿ ಶಾಲೆಯಲ್ಲಿ ನಡೆದ ಶಾಲಾ ಸಮುದಾಯದತ್ತ ಕಾರ್ಯಕ್ರಮದಲ್ಲಿ ಮಾತನಾಡಿದ ಅವರು, ಸರ್ಕಾರಿ ಶಾಲೆಗಳಲ್ಲಿ ಗುಣಮಟ್ಟದ ಶಿಕ್ಷಣ ನೀಡಲಾಗುತ್ತಿದೆ. ಮಕ್ಕಳಿಗೆ ಉಚಿತ ಪುಸ್ತಕ, ಸಮವಸ್ತ್ರ, ಬಿಸಿಯೂಟ ನೀಡಲಾಗುತ್ತಿದೆ. ಪೋಷಕರು ಖಾಸಗಿ ಶಾಲೆಗಳ ವ್ಯಾಮೋಹ ಬಿಟ್ಟು ಸರ್ಕಾರಿ ಶಾಲೆಗಳಿಗೆ ಮಕ್ಕಳನ್ನು ಸೇರಿಸಬೇಕು. ಕನ್ನಡ ಮಾಧ್ಯಮದ ಜೊತೆಗೆ ಆಂಗ್ಲ ಮಾಧ್ಯಮ ಶಿಕ್ಷಣವೂ ಲಭ್ಯವಿದೆ ಎಂದರು. ಇದೇ ಸಂದರ್ಭದಲ್ಲಿ ದಾನಿಗಳು ಶಾಲೆಗೆ ಕಲಿಕಾ ಸಾಮಗ್ರಿಗಳನ್ನು ವಿತರಿಸಿದರು. ಸರ್ಕಾರಿ ಶಾಲೆಯ 500ಕ್ಕೂ ಹೆಚ್ಚು ವಿದ್ಯಾರ್ಥಿಗಳು, ಎಸ್‌ಡಿಎಂಸಿ ಅಧ್ಯಕ್ಷರು, ಸದಸ್ಯರು, ಮುಖ್ಯ ಶಿಕ್ಷಕರು ಹಾಗೂ ಗ್ರಾಮದ ಮುಖಂಡರು ಭಾಗವಹಿಸಿದ್ದರು. — [910, 1454, 1098, 1548]
congress-box-body: ಮುಂಬರುವ 2028ರ ಚುನಾವಣೆಯಲ್ಲಿಯೂ ಕಾಂಗ್ರೆಸ್ ಪಕ್ಷ ಅಧಿಕಾರಕ್ಕೆ ಬರಲಿದೆ. ಮೇಲುಕೋಟೆ ಕ್ಷೇತ್ರಕ್ಕೆ ಸಮರ್ಥ ನಾಯಕರು ಬೇಕು. ಪಕ್ಷದ ಕಾರ್ಯಕರ್ತರ ಬೇಡಿಕೆಯನ್ನು ವರಿಷ್ಠರು ಗಮನಿಸಿ ಸೂಕ್ತ ಕ್ರಮ ಕೈಗೊಳ್ಳಬೇಕು. ಕ್ಷೇತ್ರದ ಜನತೆ ಕಾಂಗ್ರೆಸ್ ಪಕ್ಷದ ಮೇಲೆ ವಿಶ್ವಾಸ ಇಟ್ಟಿದ್ದಾರೆ. ಪಕ್ಷ ಸಂಘಟನೆಗೆ ಎಲ್ಲರೂ ಒಗ್ಗಟ್ಟಾಗಿ ಶ್ರಮಿಸಬೇಕು ಎಂದು ಮುಖಂಡರು ತಿಳಿಸಿದರು. — [286, 1772, 470, 1819]
karu-body — [620, 114, 928, 396]
shaale-dateline: ಕೃಷ್ಣರಾಜಪೇಟೆ: — [694, 1344, 731, 1353]
kiru-story1-text: ತಾಲೂಕಿನ ಕುಂತಿಬೆಟ್ಟದ ಶ್ರೀ ಶಂಕರಾನಂದ ಭಾರತಿ ವಿದ್ಯಾ ಪೀಠದ ಆವರಣದಲ್ಲಿ ಶ್ರೀ ಶಂಕರಾನಂದ ಭಾರತೀ ಸ್ವಾಮೀಜಿಯವರ 70ನೇ ವರ್ಷದ ದಿವ್ಯಾರಾಧನಾ ಮಹೋತ್ಸವ ಕಾರ್ಯಕ್ರಮ ನಡೆಯಿತು. ನಮ್ಮ ಸಂಸ್ಕೃತಿ ಮತ್ತು ಪರಂಪರೆಯನ್ನು ಉಳಿಸಿ ಬೆಳೆಸುವಲ್ಲಿ ಮಠಗಳ ಪಾತ್ರ ಅಪಾರವಾಗಿದೆ. ಶ್ರೀಗಳು ಶಿಕ್ಷಣ, ಅನ್ನದಾಸೋಹ ಮತ್ತು ಆರೋಗ್ಯ ಕ್ಷೇತ್ರಗಳಲ್ಲಿ ಸಲ್ಲಿಸಿದ ಸೇವೆ ಸ್ಮರಣೀಯವಾಗಿದೆ. ಕುಂತಿಬೆಟ್ಟದ ವಿದ್ಯಾಪೀಠ ಬಡ ವಿದ್ಯಾರ್ಥಿಗಳಿಗೆ ಉಚಿತ ಶಿಕ್ಷಣ ನೀಡುವ ಮೂಲಕ ಸಾವಿರಾರು ಮಕ್ಕಳ ಬದುಕಿಗೆ ಬೆಳಕಾಗಿದೆ. ಧಾರ್ಮಿಕ, ಶೈಕ್ಷಣಿಕ, ಸಾಮಾಜಿಕವಾಗಿ ಪ್ರಸಿದ್ಧಿ ಹೊಂದಿದೆ. ಹಿಂದೂ ಸನಾತನ ಸಂಸ್ಕೃತಿ ಬೆಳೆದು ಬಂದ ರೀತಿಯನ್ನು ರಾಮಾಯಣ, ಮಹಾಭಾರತ, ಭಗವದ್ಗೀತೆಗಳಲ್ಲಿರುವ ಮೌಲ್ಯಗಳನ್ನು ವಿದ್ಯಾರ್ಥಿಗಳಿಗೆ ತಿಳಿಸುವ ಕೆಲಸ ಮಾಡಬೇಕು ಎಂದರು. ಮಕ್ಕಳು ಪ್ರೀತಿ, ಭಕ್ತಿ, ಶ್ರದ್ಧೆಯಿಂದ ವ್ಯಾಸಂಗ ಮಾಡಿ ಉನ್ನತ ಸ್ಥಾನಕ್ಕೆ ಏರಬೇಕು. ಮನುಷ್ಯ ತನ್ನ ಜೀವನದಲ್ಲಿ ಸಂಸ್ಕಾರವನ್ನು ಮೈಗೂಡಿಸಿಕೊಳ್ಳಬೇಕು ಎಂದು ತಿಳಿಸಿದರು. ಸಮಾರಂಭದಲ್ಲಿ ಮಠದ ಭಕ್ತರು, ವಿದ್ಯಾರ್ಥಿಗಳು, ಶಿಕ್ಷಕರು, ಗ್ರಾಮಸ್ಥರು ಹಾಗೂ ವಿವಿಧ ಕ್ಷೇತ್ರಗಳ ಗಣ್ಯರು ಭಾಗವಹಿಸಿದ್ದರು. ಶ್ರೀ ಶಂಕರಾನಂದ ಭಾರತಿ ವಿದ್ಯಾಪೀಠದ ಅಧ್ಯಕ್ಷ ಎಚ್.ಎಲ್.ನಂಜೇಗೌಡ ಅವರು ಕಾರ್ಯಕ್ರಮದ ಅಧ್ಯಕ್ಷತೆ ವಹಿಸಿದ್ದರು. ಕಾರ್ಯದರ್ಶಿ ಸಿ.ಎಂ.ಚನ್ನೇಗೌಡ, ಮಕ್ಕಳ ಸಾಹಿತ್ಯ ಪರಿಷತ್ ಅಧ್ಯಕ್ಷ ಎಚ್.ಎನ್.ಧನ್ಯಕುಮಾರ್, ಮುಖ್ಯ ಶಿಕ್ಷಕ ನಾಗರಾಜು, ನಿವೃತ್ತ ಮುಖ್ಯಶಿಕ್ಷಕ ಪುಟ್ಟೇಗೌಡ ಸೇರಿದಂತೆ ಇತರರು ಇದ್ದರು. — [34, 206, 270, 338]
shaale-body-col3: ಸರ್ಕಾರಿ ಶಾಲೆಗಳ ಬಲವರ್ಧನೆಗೆ ಪೋಷಕರು, ಸಮುದಾಯ ಹಾಗೂ ದಾನಿಗಳ ಸಹಕಾರ ಅಗತ್ಯ ಎಂದು ಕ್ಷೇತ್ರ ಶಿಕ್ಷಣಾಧಿಕಾರಿ ಹೇಳಿದರು. ತಾಲೂಕಿನ ಸರ್ಕಾರಿ ಶಾಲೆಯಲ್ಲಿ ನಡೆದ ಶಾಲಾ ಸಮುದಾಯದತ್ತ ಕಾರ್ಯಕ್ರಮದಲ್ಲಿ ಮಾತನಾಡಿದ ಅವರು, ಸರ್ಕಾರಿ ಶಾಲೆಗಳಲ್ಲಿ ಗುಣಮಟ್ಟದ ಶಿಕ್ಷಣ ನೀಡಲಾಗುತ್ತಿದೆ. ಮಕ್ಕಳಿಗೆ ಉಚಿತ ಪುಸ್ತಕ, ಸಮವಸ್ತ್ರ, ಬಿಸಿಯೂಟ ನೀಡಲಾಗುತ್ತಿದೆ. ಪೋಷಕರು ಖಾಸಗಿ ಶಾಲೆಗಳ ವ್ಯಾಮೋಹ ಬಿಟ್ಟು ಸರ್ಕಾರಿ ಶಾಲೆಗಳಿಗೆ ಮಕ್ಕಳನ್ನು ಸೇರಿಸಬೇಕು. ಕನ್ನಡ ಮಾಧ್ಯಮದ ಜೊತೆಗೆ ಆಂಗ್ಲ ಮಾಧ್ಯಮ ಶಿಕ್ಷಣವೂ ಲಭ್ಯವಿದೆ ಎಂದರು. ಇದೇ ಸಂದರ್ಭದಲ್ಲಿ ದಾನಿಗಳು ಶಾಲೆಗೆ ಕಲಿಕಾ ಸಾಮಗ್ರಿಗಳನ್ನು ವಿತರಿಸಿದರು. ಸರ್ಕಾರಿ ಶಾಲೆಯ 500ಕ್ಕೂ ಹೆಚ್ಚು ವಿದ್ಯಾರ್ಥಿಗಳು, ಎಸ್‌ಡಿಎಂಸಿ ಅಧ್ಯಕ್ಷರು, ಸದಸ್ಯರು, ಮುಖ್ಯ ಶಿಕ್ಷಕರು ಹಾಗೂ ಗ್ರಾಮದ ಮುಖಂಡರು ಭಾಗವಹಿಸಿದ್ದರು. — [1104, 1344, 1292, 1438]
kunti-photo-caption: ಪಾಂಡವಪುರ ತಾಲೂಕಿನ ಕುಂತಿಬೆಟ್ಟದ ಶ್ರೀ ಶಂಕರಾನಂದ ಭಾರತಿ ವಿದ್ಯಾಪೀಠದ ಆವರಣದಲ್ಲಿ ಶ್ರೀ ಶಂಕರಾನಂದ ಭಾರತೀ ಸ್ವಾಮೀಜಿಯವರ 70ನೇ ವರ್ಷದ ದಿವ್ಯಾರಾಧನಾ ಮಹೋತ್ಸವ ಕಾರ್ಯಕ್ರಮ ನಡೆಯಿತು. — [292, 332, 599, 353]
congress-box-headline: ಕಾಂಗ್ರೆಸ್ ಮತ್ತೆ ಅಧಿಕಾರಕ್ಕೆ — [320, 1750, 436, 1766]
kiru-story3-text: ಜಿಲ್ಲಾ ಆರೋಗ್ಯ ಮತ್ತು ಕುಟುಂಬ ಕಲ್ಯಾಣ ಇಲಾಖೆ ವತಿಯಿಂದ ನವೆಂಬರ್ ಮಾಹೆಯಲ್ಲಿ ಉದರ ದರ್ಶಕ ಸಂತಾನಹರಣ ಶಸ್ತ್ರಚಿಕಿತ್ಸೆ ಶಿಬಿರವನ್ನು ಹಮ್ಮಿಕೊಳ್ಳಲಾಗಿದೆ. ನ.7ರಂದು ಶ್ರೀರಂಗಪಟ್ಟಣ, ನ.11ರಂದು ಕೆ.ಆರ್.ಪೇಟೆ, ನ.12ರಂದು ಪಾಂಡವಪುರ, ನ.13ರಂದು ಮದ್ದೂರು, ನ.14ರಂದು ನಾಗಮಂಗಲ, ನ.15ರಂದು ಮಳವಳ್ಳಿ ಆಸ್ಪತ್ರೆಗಳಲ್ಲಿ ಶಿಬಿರ ನಡೆಯಲಿದೆ. ನ.18ರಂದು ಮಂಡ್ಯ ಜಿಲ್ಲಾಸ್ಪತ್ರೆ, ನ.19ರಂದು ಬೆಳ್ಳೂರು, ನ.20ರಂದು ಕಿಕ್ಕೇರಿ, ನ.21ರಂದು ಮೇಲುಕೋಟೆ, ನ.25ರಂದು ಕೆಸ್ತೂರು ಸಮುದಾಯ ಆರೋಗ್ಯ ಕೇಂದ್ರಗಳಲ್ಲಿ ಶಸ್ತ್ರಚಿಕಿತ್ಸೆ ನಡೆಯಲಿದೆ. ಆಸಕ್ತ ಫಲಾನುಭವಿಗಳು ಬೆಳಿಗ್ಗೆ 10 ಗಂಟೆಗೆ ಹಾಜರಾಗಿ ಸೌಲಭ್ಯ ಪಡೆದುಕೊಳ್ಳಬೇಕು ಎಂದು ಜಿಲ್ಲಾ ಕುಟುಂಬ ಕಲ್ಯಾಣಾಧಿಕಾರಿ ತಿಳಿಸಿದ್ದಾರೆ. — [34, 1406, 270, 1481]
yashassu-body-col1 — [296, 516, 506, 976]
yashassu-kicker: ಜಿಲ್ಲಾ ಉಸ್ತುವಾರಿ ಸಚಿವ ಎನ್. ಚಲುವರಾಯಸ್ವಾಮಿ ಅಭಿಮತ — [402, 404, 818, 428]
masthead-day: ಬುಧವಾರ — [52, 24, 100, 42]
shaale-text: ಸರ್ಕಾರಿ ಶಾಲೆಗಳ ಬಲವರ್ಧನೆಗೆ ಪೋಷಕರು, ಸಮುದಾಯ ಹಾಗೂ ದಾನಿಗಳ ಸಹಕಾರ ಅಗತ್ಯ ಎಂದು ಕ್ಷೇತ್ರ ಶಿಕ್ಷಣಾಧಿಕಾರಿ ಹೇಳಿದರು. ತಾಲೂಕಿನ ಸರ್ಕಾರಿ ಶಾಲೆಯಲ್ಲಿ ನಡೆದ ಶಾಲಾ ಸಮುದಾಯದತ್ತ ಕಾರ್ಯಕ್ರಮದಲ್ಲಿ ಮಾತನಾಡಿದ ಅವರು, ಸರ್ಕಾರಿ ಶಾಲೆಗಳಲ್ಲಿ ಗುಣಮಟ್ಟದ ಶಿಕ್ಷಣ ನೀಡಲಾಗುತ್ತಿದೆ. ಮಕ್ಕಳಿಗೆ ಉಚಿತ ಪುಸ್ತಕ, ಸಮವಸ್ತ್ರ, ಬಿಸಿಯೂಟ ನೀಡಲಾಗುತ್ತಿದೆ. ಪೋಷಕರು ಖಾಸಗಿ ಶಾಲೆಗಳ ವ್ಯಾಮೋಹ ಬಿಟ್ಟು ಸರ್ಕಾರಿ ಶಾಲೆಗಳಿಗೆ ಮಕ್ಕಳನ್ನು ಸೇರಿಸಬೇಕು. ಕನ್ನಡ ಮಾಧ್ಯಮದ ಜೊತೆಗೆ ಆಂಗ್ಲ ಮಾಧ್ಯಮ ಶಿಕ್ಷಣವೂ ಲಭ್ಯವಿದೆ ಎಂದರು. ಇದೇ ಸಂದರ್ಭದಲ್ಲಿ ದಾನಿಗಳು ಶಾಲೆಗೆ ಕಲಿಕಾ ಸಾಮಗ್ರಿಗಳನ್ನು ವಿತರಿಸಿದರು. ಸರ್ಕಾರಿ ಶಾಲೆಯ 500ಕ್ಕೂ ಹೆಚ್ಚು ವಿದ್ಯಾರ್ಥಿಗಳು, ಎಸ್‌ಡಿಎಂಸಿ ಅಧ್ಯಕ್ಷರು, ಸದಸ್ಯರು, ಮುಖ್ಯ ಶಿಕ್ಷಕರು ಹಾಗೂ ಗ್ರಾಮದ ಮುಖಂಡರು ಭಾಗವಹಿಸಿದ್ದರು. — [694, 1344, 904, 1438]
masthead-city: ಮಂಡ್ಯ — [480, 8, 606, 76]
print-registration-marks — [1206, 1996, 1246, 2006]
yashassu-headline: ಯಶಸ್ಸಿಗೆ ಆಸಕ್ತಿ ಮುಖ್ಯ — [384, 432, 836, 500]
brand-tagline: ಮಾನ್ಯ ಉದ್ಧಾರಕ ಪತ್ರಿಕೆ — [1138, 50, 1197, 59]
lokesh-dateline: ಶ್ರೀರಂಗಪಟ್ಟಣ: — [694, 1040, 730, 1049]
congress-kicker: ಕಾಂಗ್ರೆಸ್ ಕಾರ್ಯಕರ್ತರ ಆಗ್ರಹ । ಶಾಸಕ ದರ್ಶನ್ ಪುಟ್ಟಣ್ಣಯ್ಯ ವಿರುದ್ಧ ಅಸಮಾಧಾನ — [32, 1572, 484, 1592]
karu-dateline: ಪಾಂಡವಪುರ: — [620, 114, 653, 123]
kiru-story2-text: ಮೈಸೂರು ಸಕ್ಕರೆ ಕಂಪನಿ ವ್ಯಾಪ್ತಿಗೆ ಸೇರಿದ ಜಮೀನಿನಲ್ಲಿ ಒತ್ತುವರಿಯಾಗಿ ನಾಗರಿಕ ವಸತಿಪ್ರದೇಶ 7.10 ಎಕರೆ ಜಮೀನು, ಕಾರ್ಖಾನೆ ಹಾಗೂ ವೃತ್ತದ 20.29 ಎಕರೆ ಸೇರಿ ಒಟ್ಟು 27.39 ಎಕರೆ ಜಮೀನನ್ನು ವಶಕ್ಕೆ ಪಡೆಯಲು ಕ್ರಮ ಕೈಗೊಳ್ಳಲಾಗುವುದು ಎಂದು ಕಾರ್ಖಾನೆ ಅಧ್ಯಕ್ಷ ಸಿ.ಡಿ.ಗಂಗಾಧರ್ ಹೇಳಿದರು. ಕಂಪನಿಗೆ ಸೇರಿದ 1962ರಲ್ಲಿ ಕ್ರಯಪತ್ರ ಮಾಡಿದ ಜಮೀನು ಒತ್ತುವರಿಯಾಗಿದ್ದು, ಇದನ್ನು ತೆರವುಗೊಳಿಸಿ ವಶಕ್ಕೆ ಪಡೆದು ಕಾರ್ಖಾನೆಯ ಅಭಿವೃದ್ಧಿಗೆ ಬಳಸಲಾಗುವುದು. ಪ್ರಸಕ್ತ ಸಾಲಿನಲ್ಲಿ 1.20 ಲಕ್ಷ ಮೆಟ್ರಿಕ್ ಟನ್ ಕಬ್ಬು ಅರೆಯುವ ಗುರಿ ಹೊಂದಲಾಗಿದೆ. ಸಹ ವಿದ್ಯುತ್ ಘಟಕದ ಮೂಲಕ 3760 ಮೆಗಾವ್ಯಾಟ್ ವಿದ್ಯುತ್ ಉತ್ಪಾದನೆ ಮಾಡಲಾಗಿದೆ. ಕಾರ್ಖಾನೆಯ ಪುನಶ್ಚೇತನಕ್ಕೆ ಸರ್ಕಾರ ಅಗತ್ಯ ಅನುದಾನ ಒದಗಿಸಿದೆ. ರೈತರಿಗೆ ಕಬ್ಬು ಬಾಕಿ ಹಣವನ್ನು ಸಕಾಲದಲ್ಲಿ ಪಾವತಿಸಲಾಗುವುದು ಎಂದು ತಿಳಿಸಿದರು. — [34, 1004, 270, 1089]
karu-headline: ಕರುವಿಗೆ ಹುಟ್ಟುಹಬ್ಬ ಆಚರಣೆ — [689, 88, 859, 109]
congress-photo-banner: ಕಾಂಗ್ರೆಸ್ ಸಮಿತಿ — [358, 1662, 404, 1672]
lokesh-headline: ದುಶ್ಚಟಗಳು ಬದುಕಿಗೆ ಮಾರಕ: ಲೋಕೇಶ್ — [790, 992, 1192, 1027]
school-children-photo — [910, 1344, 1098, 1448]
masthead — [28, 10, 1311, 78]
lokesh-body-col2: ಮದ್ಯಪಾನ ಮತ್ತು ದುಶ್ಚಟಗಳು ಮನುಷ್ಯನ ಬದುಕನ್ನು ಹಾಳು ಮಾಡುತ್ತವೆ ಎಂದು ಧರ್ಮಸ್ಥಳ ಗ್ರಾಮಾಭಿವೃದ್ಧಿ ಯೋಜನೆಯ ತಾಲೂಕು ಯೋಜನಾಧಿಕಾರಿ ಕೆ.ಲೋಕೇಶ್ ಹೇಳಿದರು. ಶ್ರೀಕ್ಷೇತ್ರ ಧರ್ಮಸ್ಥಳ ಗ್ರಾಮಾಭಿವೃದ್ಧಿ ಯೋಜನೆ, ಬಿ.ಸಿ.ಟ್ರಸ್ಟ್ ಮತ್ತು ಜಿಲ್ಲಾ ಜನಜಾಗೃತಿ ವೇದಿಕೆ ವತಿಯಿಂದ ತಾಲೂಕಿನ ಗ್ರಾಮದಲ್ಲಿ ಆಯೋಜಿಸಿದ್ದ ಮದ್ಯವರ್ಜನ ಶಿಬಿರದ ಸಮಾರೋಪ ಸಮಾರಂಭದಲ್ಲಿ ಮಾತನಾಡಿದರು. ಕುಟುಂಬದ ಸಂತೋಷ ಹಾಗೂ ಆರೋಗ್ಯ ಕಾಪಾಡಲು ದುಶ್ಚಟಗಳಿಂದ ದೂರ ಇರಬೇಕು. ಪೂಜ್ಯ ವೀರೇಂದ್ರ ಹೆಗ್ಗಡೆಯವರ ಮಾರ್ಗದರ್ಶನದಲ್ಲಿ ರಾಜ್ಯಾದ್ಯಂತ ಸಾವಿರಾರು ಮದ್ಯವರ್ಜನ ಶಿಬಿರಗಳನ್ನು ನಡೆಸಲಾಗಿದ್ದು ಲಕ್ಷಾಂತರ ಜನರು ಚಟಮುಕ್ತರಾಗಿದ್ದಾರೆ. ಶಿಬಿರಾರ್ಥಿಗಳು ಮತ್ತೆ ದುಶ್ಚಟಕ್ಕೆ ಬಲಿಯಾಗದೆ ಉತ್ತಮ ಜೀವನ ನಡೆಸಬೇಕು ಎಂದು ಕಿವಿಮಾತು ಹೇಳಿದರು. ಕಾರ್ಯಕ್ರಮದಲ್ಲಿ ಜನಜಾಗೃತಿ ವೇದಿಕೆ ಸದಸ್ಯರು, ಮೇಲ್ವಿಚಾರಕರು, ಸೇವಾಪ್ರತಿನಿಧಿಗಳು ಹಾಗೂ ಶಿಬಿರಾರ್ಥಿಗಳ ಕುಟುಂಬ ಸದಸ್ಯರು ಉಪಸ್ಥಿತರಿದ್ದರು. — [902, 1140, 1082, 1262]
